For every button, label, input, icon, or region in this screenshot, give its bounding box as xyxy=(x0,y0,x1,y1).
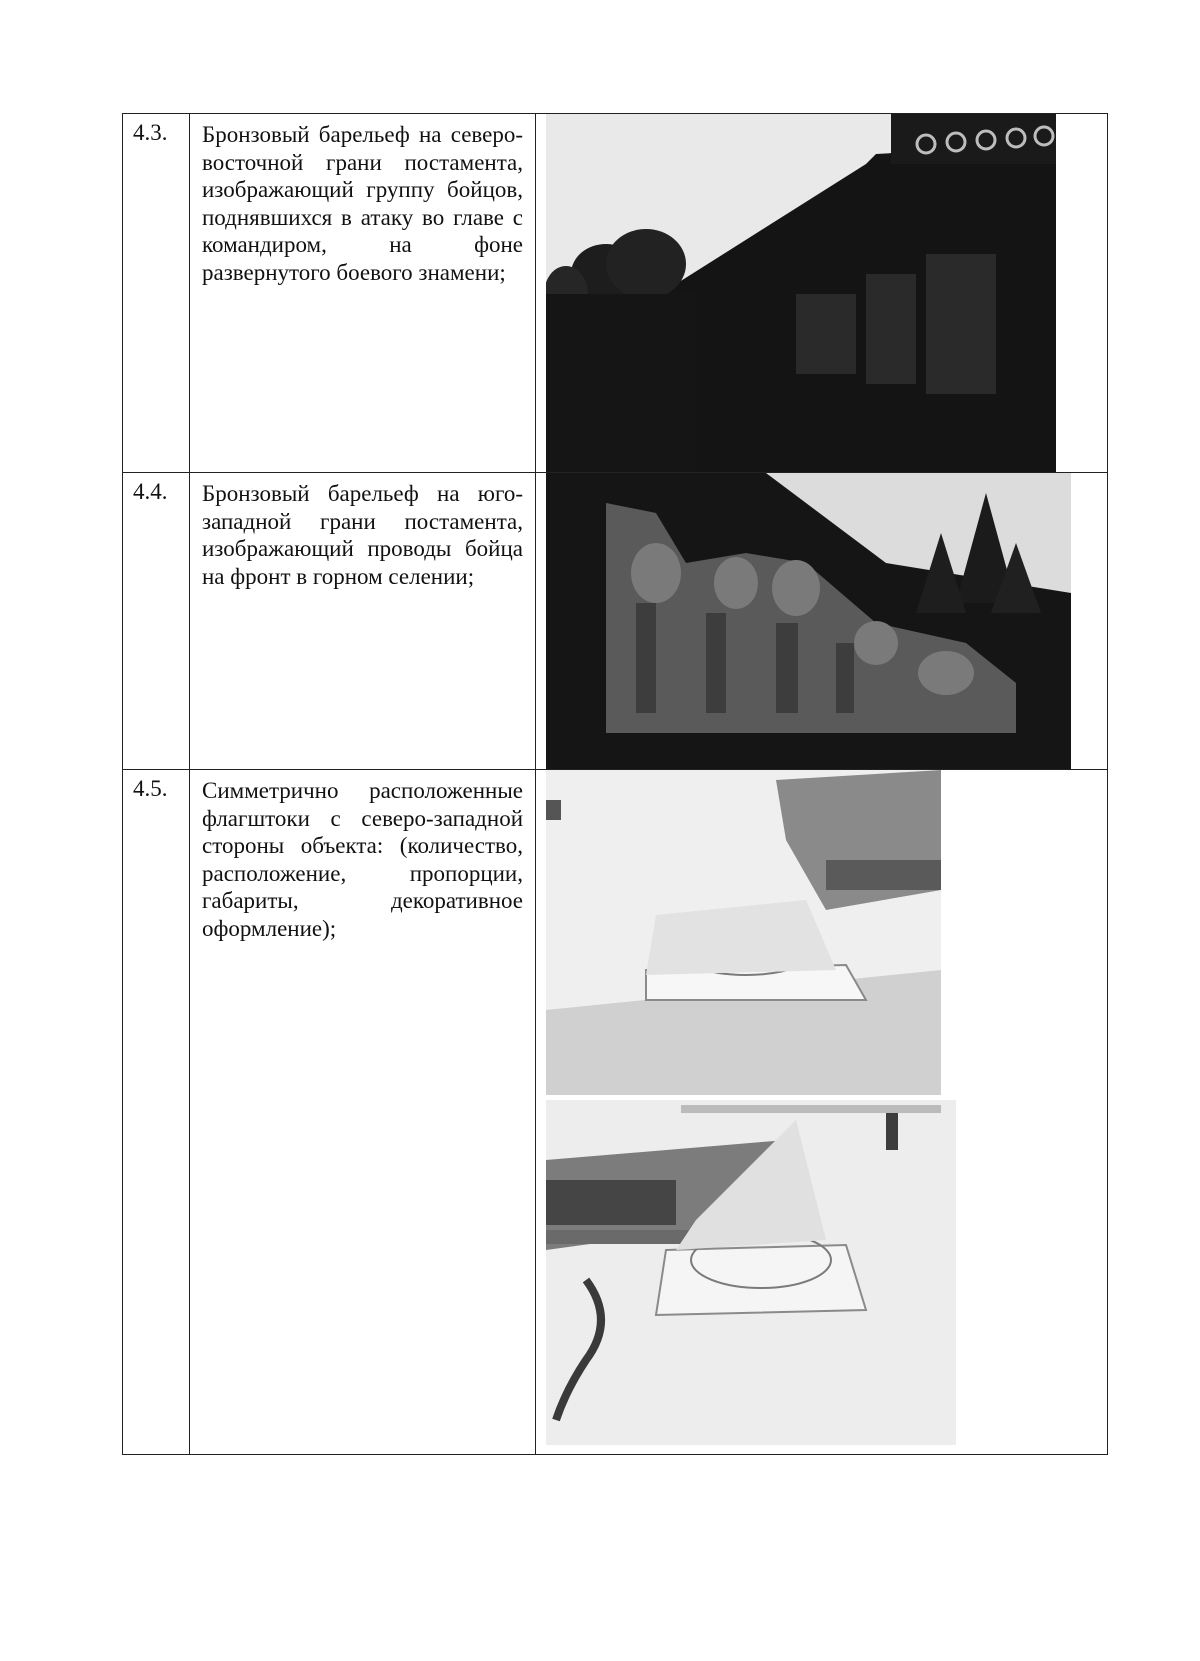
item-number: 4.3. xyxy=(123,114,190,473)
monument-elements-table xyxy=(122,113,1108,1455)
item-number: 4.4. xyxy=(123,473,190,770)
item-description: Бронзовый барельеф на юго-западной грани постамента, изображающий проводы бойца на фронт в горном селении; xyxy=(190,473,536,770)
photo-bronze-relief-southwest xyxy=(546,473,1071,769)
item-description: Симметрично расположенные флагштоки с северо-западной стороны объекта: (количество, расположение, пропорции, габариты, декоративное оформление); xyxy=(190,770,536,1455)
photo-cell xyxy=(536,114,1108,473)
photo-flagpole-base-2 xyxy=(546,1100,956,1445)
item-number: 4.5. xyxy=(123,770,190,1455)
photo-pedestal-relief-northeast xyxy=(546,114,1056,472)
table-row xyxy=(123,770,1108,1455)
photo-cell xyxy=(536,770,1108,1455)
photo-flagpole-base-1 xyxy=(546,770,941,1095)
table-row xyxy=(123,114,1108,473)
table-row xyxy=(123,473,1108,770)
item-description: Бронзовый барельеф на северо-восточной грани постамента, изображающий группу бойцов, поднявшихся в атаку во главе с командиром, на фоне развернутого боевого знамени; xyxy=(190,114,536,473)
photo-cell xyxy=(536,473,1108,770)
